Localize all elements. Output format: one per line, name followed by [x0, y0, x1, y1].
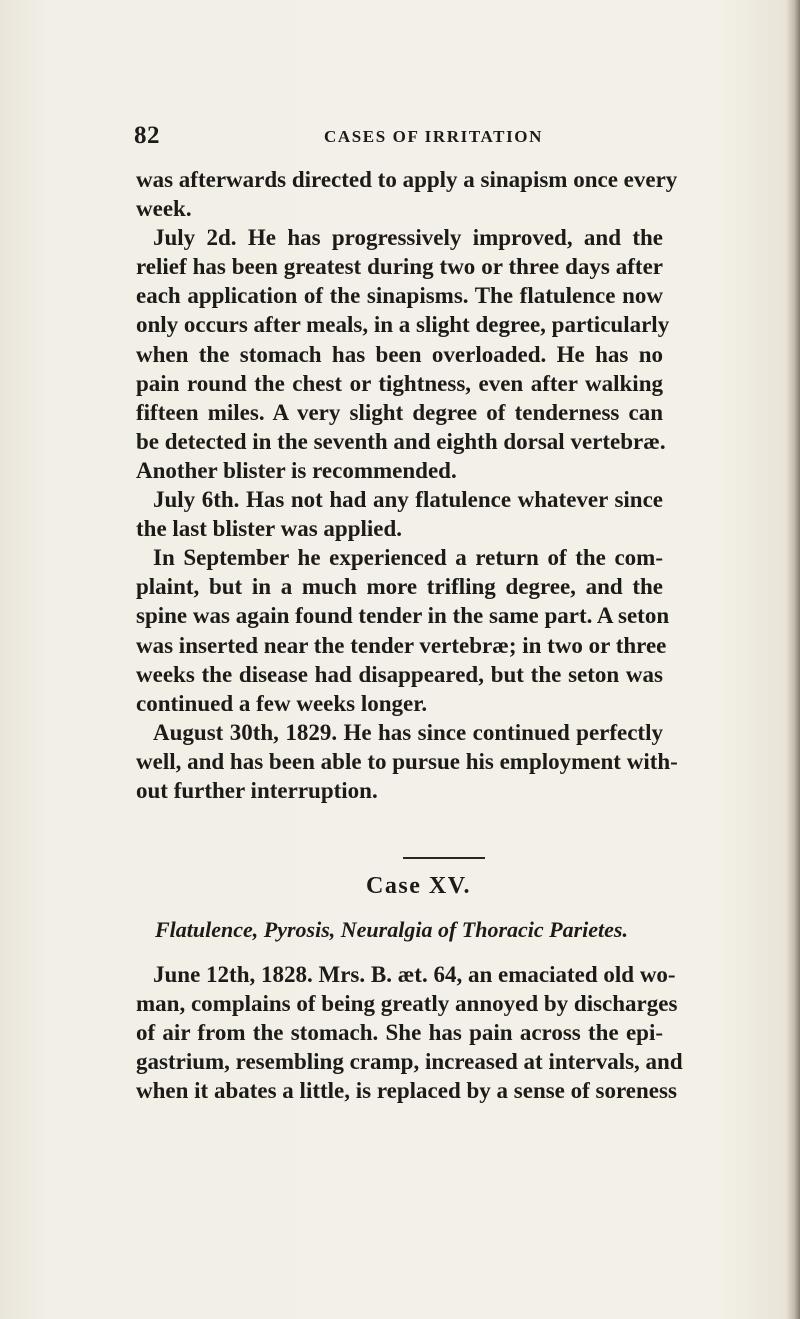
text-line: continued a few weeks longer. [136, 690, 428, 716]
text-line: gastrium, resembling cramp, increased at intervals, and [136, 1049, 683, 1075]
text-line: well, and has been able to pursue his employment with- [136, 748, 678, 774]
section-divider [403, 857, 485, 859]
page-edge-shadow [786, 0, 800, 1319]
text-line: man, complains of being greatly annoyed by discharges [136, 991, 678, 1017]
text-line: weeks the disease had disappeared, but the seton was [136, 661, 663, 687]
case-text [136, 960, 683, 1105]
text-line: In September he experienced a return of the com- [153, 545, 663, 571]
text-line: be detected in the seventh and eighth dorsal vertebræ. [136, 428, 666, 454]
text-line: the last blister was applied. [136, 516, 403, 542]
text-line: fifteen miles. A very slight degree of tenderness can [136, 399, 663, 425]
text-line: was inserted near the tender vertebræ; in two or three [136, 632, 667, 658]
case-subtitle: Flatulence, Pyrosis, Neuralgia of Thoracic Parietes. [155, 917, 628, 942]
text-line: week. [136, 196, 192, 222]
text-line: relief has been greatest during two or three days after [136, 254, 663, 280]
running-head [134, 122, 654, 152]
main-text [136, 165, 678, 805]
text-line: pain round the chest or tightness, even after walking [136, 370, 663, 396]
text-line: July 6th. Has not had any flatulence whatever since [153, 487, 663, 513]
text-line: spine was again found tender in the same part. A seton [136, 603, 670, 629]
text-line: when it abates a little, is replaced by a sense of soreness [136, 1078, 677, 1104]
text-line: only occurs after meals, in a slight degree, particularly [136, 312, 670, 338]
text-line: plaint, but in a much more trifling degree, and the [136, 574, 663, 600]
running-title: CASES OF IRRITATION [324, 127, 544, 146]
text-line: August 30th, 1829. He has since continued perfectly [153, 719, 663, 745]
text-line: of air from the stomach. She has pain across the epi- [136, 1020, 663, 1046]
page-number: 82 [134, 122, 160, 149]
text-line: June 12th, 1828. Mrs. B. æt. 64, an emaciated old wo- [153, 962, 676, 987]
text-line: each application of the sinapisms. The flatulence now [136, 283, 663, 309]
text-line: was afterwards directed to apply a sinapism once every [136, 167, 678, 192]
text-line: when the stomach has been overloaded. He has no [136, 341, 663, 367]
text-line: out further interruption. [136, 777, 378, 803]
text-line: Another blister is recommended. [136, 457, 457, 483]
text-line: July 2d. He has progressively improved, and the [153, 225, 663, 251]
case-heading: Case XV. [366, 873, 471, 899]
